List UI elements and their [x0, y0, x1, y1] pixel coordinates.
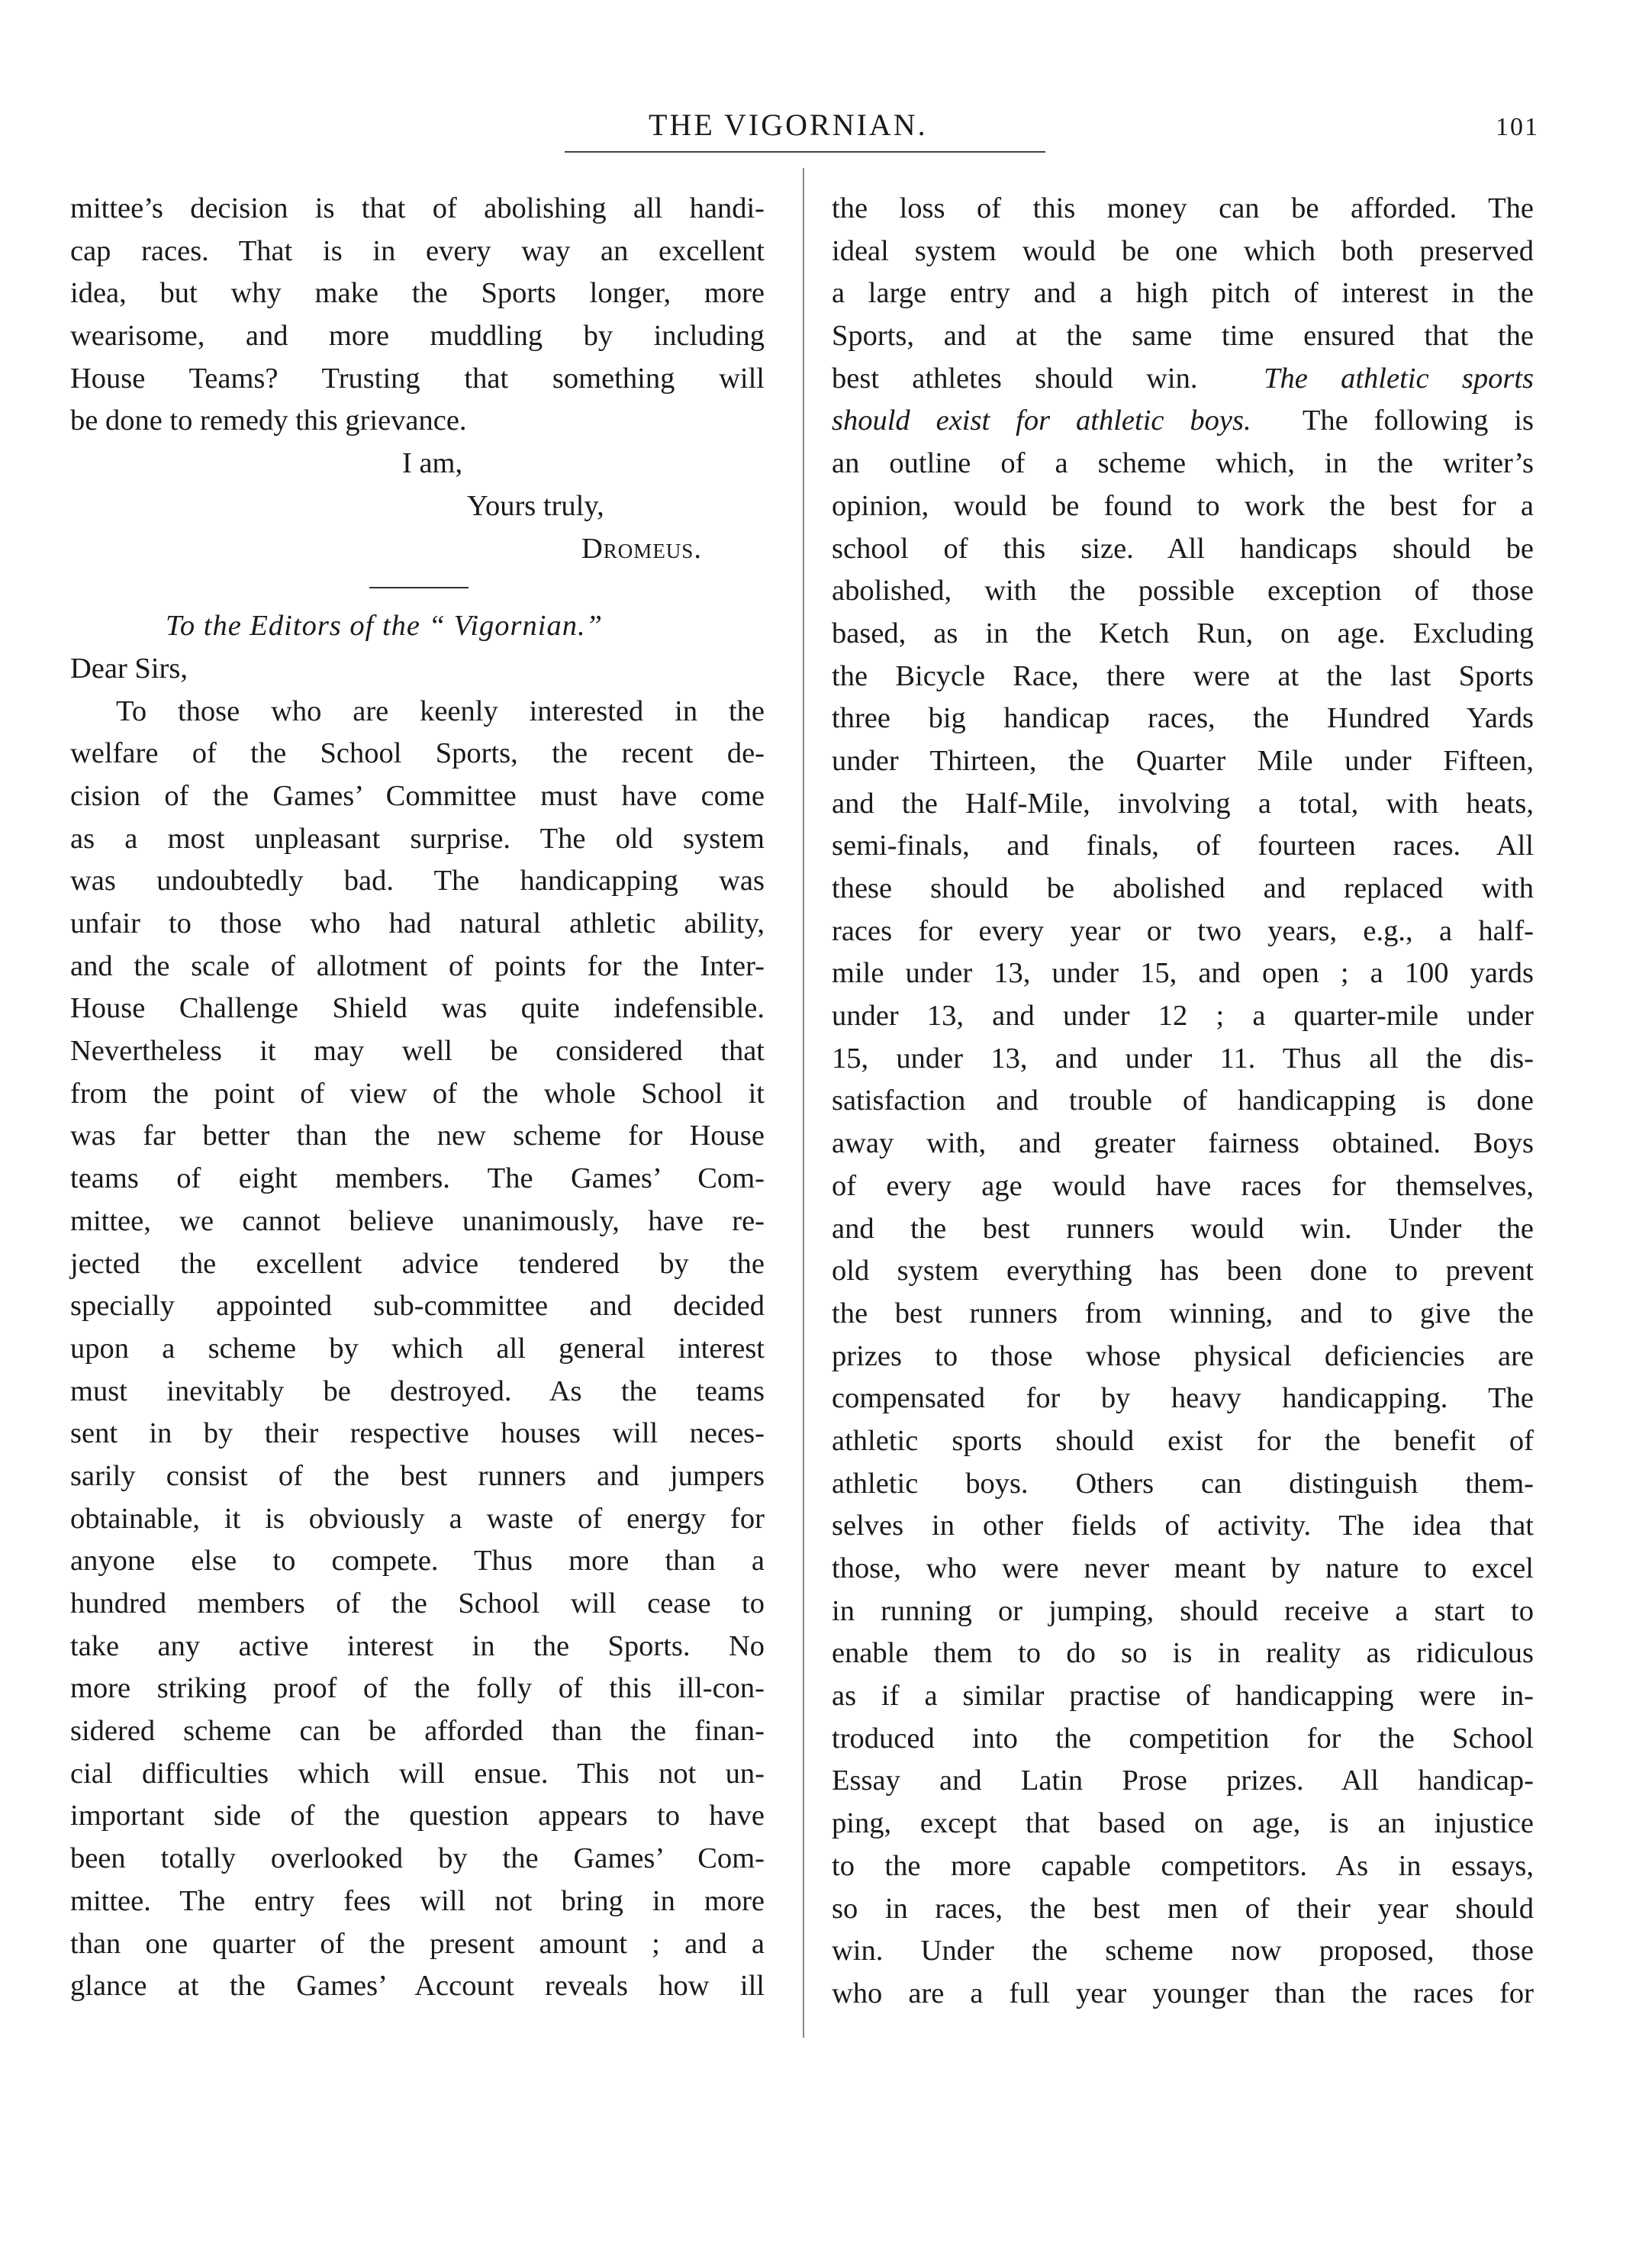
text-line: mittee. The entry fees will not bring in more [70, 1884, 765, 1917]
text-line: cision of the Games’ Committee must have come [70, 779, 765, 812]
text-line: school of this size. All handicaps should be [832, 532, 1534, 565]
text-line: ideal system would be one which both preserved [832, 234, 1534, 267]
text-line: athletic boys. Others can distinguish them- [832, 1467, 1534, 1500]
page-number: 101 [1496, 113, 1539, 141]
text-line: an outline of a scheme which, in the writer’s [832, 447, 1534, 480]
text-line: of every age would have races for themselves, [832, 1169, 1534, 1202]
italic-emphasis: The athletic sports [1264, 362, 1534, 395]
text-line: Sports, and at the same time ensured that the [832, 320, 1534, 353]
text-line [832, 358, 1534, 401]
signature-valediction: Yours truly, [467, 489, 604, 522]
text-line: in running or jumping, should receive a start to [832, 1594, 1534, 1627]
text-line: unfair to those who had natural athletic ability, [70, 907, 765, 939]
text-run: The following is [1251, 404, 1534, 437]
text-line: House Challenge Shield was quite indefensible. [70, 992, 765, 1025]
text-line: than one quarter of the present amount ; and a [70, 1927, 765, 1960]
text-line: races for every year or two years, e.g., a half- [832, 914, 1534, 947]
text-line: and the best runners would win. Under the [832, 1212, 1534, 1245]
signature-name: Dromeus. [581, 532, 702, 565]
text-line: cial difficulties which will ensue. This not un- [70, 1757, 765, 1790]
text-line: must inevitably be destroyed. As the teams [70, 1374, 765, 1407]
text-line: House Teams? Trusting that something will [70, 362, 765, 395]
text-line: hundred members of the School will cease to [70, 1587, 765, 1619]
text-line: under 13, and under 12 ; a quarter-mile under [832, 1000, 1534, 1033]
text-line: Essay and Latin Prose prizes. All handicap- [832, 1764, 1534, 1797]
text-line: was far better than the new scheme for House [70, 1120, 765, 1152]
text-line: those, who were never meant by nature to excel [832, 1552, 1534, 1584]
text-line: welfare of the School Sports, the recent de- [70, 737, 765, 770]
opening-paragraph [70, 188, 765, 443]
text-line: based, as in the Ketch Run, on age. Excluding [832, 617, 1534, 649]
text-line: the best runners from winning, and to give the [832, 1297, 1534, 1329]
signature-closing: I am, [402, 447, 463, 480]
text-line [832, 400, 1534, 443]
text-line: as a most unpleasant surprise. The old system [70, 822, 765, 855]
letter-heading: To the Editors of the “ Vigornian.” [166, 610, 604, 643]
text-run: best athletes should win. [832, 362, 1264, 395]
text-line: abolished, with the possible exception of those [832, 575, 1534, 607]
signature-block [70, 443, 765, 570]
letter-body [70, 691, 765, 2008]
column-divider [803, 168, 804, 2038]
text-line: To those who are keenly interested in the [116, 694, 765, 727]
text-line: Nevertheless it may well be considered that [70, 1035, 765, 1068]
text-line: jected the excellent advice tendered by the [70, 1247, 765, 1280]
section-divider [369, 587, 469, 588]
text-line: as if a similar practise of handicapping were in- [832, 1680, 1534, 1713]
text-line: and the Half-Mile, involving a total, with heats, [832, 787, 1534, 820]
text-line: be done to remedy this grievance. [70, 404, 467, 437]
text-line: who are a full year younger than the races for [832, 1977, 1534, 2009]
text-line: take any active interest in the Sports. No [70, 1629, 765, 1662]
text-line: three big handicap races, the Hundred Yards [832, 702, 1534, 735]
text-line: so in races, the best men of their year should [832, 1892, 1534, 1925]
text-line: sarily consist of the best runners and jumpers [70, 1459, 765, 1492]
text-line: mittee’s decision is that of abolishing all handi- [70, 192, 765, 224]
text-line: selves in other fields of activity. The idea that [832, 1510, 1534, 1542]
text-line: the loss of this money can be afforded. The [832, 192, 1534, 224]
page-header [0, 107, 1652, 153]
text-line: glance at the Games’ Account reveals how ill [70, 1970, 765, 2003]
text-line: been totally overlooked by the Games’ Com- [70, 1842, 765, 1875]
text-line: 15, under 13, and under 11. Thus all the dis- [832, 1042, 1534, 1075]
text-line: was undoubtedly bad. The handicapping was [70, 865, 765, 898]
text-line: prizes to those whose physical deficiencies are [832, 1339, 1534, 1372]
text-line: mile under 13, under 15, and open ; a 100 yards [832, 957, 1534, 990]
text-line: and the scale of allotment of points for the Inter- [70, 949, 765, 982]
text-line: athletic sports should exist for the benefit of [832, 1424, 1534, 1457]
text-line: important side of the question appears to have [70, 1800, 765, 1832]
text-line: these should be abolished and replaced with [832, 872, 1534, 904]
text-line: specially appointed sub-committee and decided [70, 1290, 765, 1323]
text-line: idea, but why make the Sports longer, more [70, 277, 765, 310]
text-line: semi-finals, and finals, of fourteen races. All [832, 830, 1534, 862]
text-line: satisfaction and trouble of handicapping is done [832, 1084, 1534, 1117]
text-line: teams of eight members. The Games’ Com- [70, 1162, 765, 1195]
text-line: away with, and greater fairness obtained. Boys [832, 1127, 1534, 1160]
text-line: upon a scheme by which all general interest [70, 1332, 765, 1365]
text-line: under Thirteen, the Quarter Mile under Fifteen, [832, 744, 1534, 777]
text-line: cap races. That is in every way an excellent [70, 234, 765, 267]
running-title: THE VIGORNIAN. [649, 108, 928, 142]
text-line: the Bicycle Race, there were at the last Sports [832, 659, 1534, 692]
text-line: mittee, we cannot believe unanimously, have re- [70, 1204, 765, 1237]
left-column [70, 188, 765, 2008]
text-line: ping, except that based on age, is an injustice [832, 1807, 1534, 1840]
text-line: win. Under the scheme now proposed, those [832, 1935, 1534, 1967]
italic-emphasis: should exist for athletic boys. [832, 404, 1251, 437]
text-line: a large entry and a high pitch of interest in the [832, 277, 1534, 310]
text-line: sidered scheme can be afforded than the finan- [70, 1715, 765, 1748]
text-line: old system everything has been done to prevent [832, 1255, 1534, 1287]
text-line: from the point of view of the whole School it [70, 1077, 765, 1110]
header-rule [565, 151, 1045, 153]
text-line: enable them to do so is in reality as ridiculous [832, 1637, 1534, 1670]
right-column [832, 188, 1534, 2016]
text-line: obtainable, it is obviously a waste of energy for [70, 1502, 765, 1535]
text-line: more striking proof of the folly of this ill-con- [70, 1672, 765, 1705]
text-line: compensated for by heavy handicapping. The [832, 1382, 1534, 1415]
text-line: anyone else to compete. Thus more than a [70, 1545, 765, 1578]
text-line: troduced into the competition for the School [832, 1722, 1534, 1755]
text-line: opinion, would be found to work the best for a [832, 489, 1534, 522]
text-line: to the more capable competitors. As in essays, [832, 1849, 1534, 1882]
text-line: wearisome, and more muddling by including [70, 320, 765, 353]
salutation: Dear Sirs, [70, 652, 188, 685]
text-line: sent in by their respective houses will neces- [70, 1417, 765, 1450]
